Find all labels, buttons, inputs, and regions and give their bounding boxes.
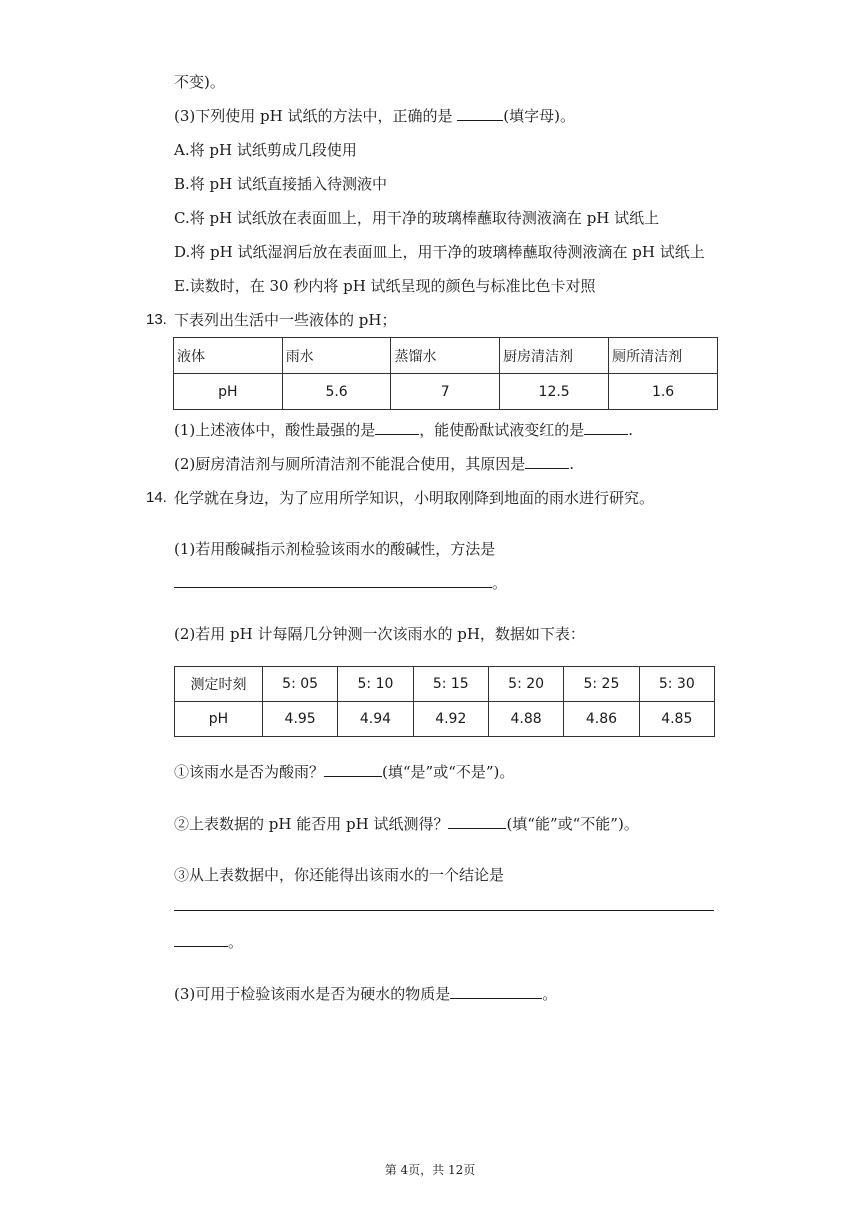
answer-blank[interactable]	[584, 420, 628, 435]
question-stem: 下表列出生活中一些液体的 pH；	[174, 311, 397, 329]
table-cell: pH	[175, 702, 263, 737]
sub-question-3: ③从上表数据中，你还能得出该雨水的一个结论是	[174, 866, 505, 884]
text-segment: (2)厨房清洁剂与厕所清洁剂不能混合使用，其原因是	[174, 455, 526, 473]
answer-blank[interactable]	[324, 762, 382, 777]
question-stem: 化学就在身边，为了应用所学知识，小明取刚降到地面的雨水进行研究。	[174, 489, 655, 507]
question-part-2	[174, 454, 574, 474]
text-segment: (1)上述液体中，酸性最强的是	[174, 421, 376, 439]
sub-question-1	[174, 762, 514, 782]
table-cell: 4.92	[413, 702, 488, 737]
text-segment: ，能使酚酞试液变红的是	[419, 421, 585, 439]
table-cell: 5: 05	[262, 667, 337, 702]
table-cell: 4.94	[338, 702, 413, 737]
option-e: E.读数时，在 30 秒内将 pH 试纸呈现的颜色与标准比色卡对照	[174, 277, 596, 295]
text-segment: .	[628, 421, 634, 439]
text-segment: 。	[492, 574, 508, 592]
table-cell: 12.5	[500, 374, 609, 410]
table-cell: pH	[174, 374, 283, 410]
answer-blank[interactable]	[174, 573, 492, 588]
table-cell: 5: 30	[639, 667, 714, 702]
table-cell: 5: 25	[564, 667, 639, 702]
option-d: D.将 pH 试纸湿润后放在表面皿上，用干净的玻璃棒蘸取待测液滴在 pH 试纸上	[174, 243, 705, 261]
answer-line	[174, 896, 714, 916]
ph-time-table	[174, 666, 715, 737]
table-cell: 厕所清洁剂	[609, 338, 718, 374]
question-number: 13.	[146, 311, 167, 328]
table-cell: 5: 15	[413, 667, 488, 702]
table-cell: 4.95	[262, 702, 337, 737]
question-part-3	[174, 106, 575, 126]
answer-blank[interactable]	[174, 932, 228, 947]
text-segment: (3)可用于检验该雨水是否为硬水的物质是	[174, 985, 451, 1003]
text-segment: 。	[542, 985, 558, 1003]
text-segment: ①该雨水是否为酸雨？	[174, 763, 325, 781]
question-part-1	[174, 420, 633, 440]
answer-line	[174, 573, 507, 593]
table-cell: 5.6	[282, 374, 391, 410]
answer-blank[interactable]	[375, 420, 419, 435]
question-part-3	[174, 984, 557, 1004]
table-cell: 蒸馏水	[391, 338, 500, 374]
text-line: 不变)。	[174, 73, 225, 91]
table-row	[174, 374, 718, 410]
table-header-row	[175, 667, 715, 702]
answer-blank[interactable]	[174, 896, 714, 911]
question-part-1: (1)若用酸碱指示剂检验该雨水的酸碱性，方法是	[174, 540, 496, 558]
table-cell: 雨水	[282, 338, 391, 374]
option-b: B.将 pH 试纸直接插入待测液中	[174, 175, 388, 193]
table-header-row	[174, 338, 718, 374]
question-number: 14.	[146, 489, 167, 506]
table-cell: 测定时刻	[175, 667, 263, 702]
answer-blank[interactable]	[457, 106, 503, 121]
table-cell: 7	[391, 374, 500, 410]
text-segment: (填字母)。	[503, 107, 575, 125]
table-cell: 5: 20	[488, 667, 563, 702]
option-c: C.将 pH 试纸放在表面皿上，用干净的玻璃棒蘸取待测液滴在 pH 试纸上	[174, 209, 660, 227]
table-cell: 4.85	[639, 702, 714, 737]
text-segment: ②上表数据的 pH 能否用 pH 试纸测得？	[174, 815, 449, 833]
text-segment: (3)下列使用 pH 试纸的方法中，正确的是	[174, 107, 458, 125]
answer-blank[interactable]	[450, 984, 542, 999]
question-part-2: (2)若用 pH 计每隔几分钟测一次该雨水的 pH，数据如下表：	[174, 625, 585, 643]
table-cell: 液体	[174, 338, 283, 374]
text-segment: (填“能”或“不能”)。	[506, 815, 639, 833]
text-segment: 。	[228, 933, 244, 951]
table-cell: 4.88	[488, 702, 563, 737]
text-segment: .	[569, 455, 575, 473]
table-row	[175, 702, 715, 737]
page-footer: 第 4页，共 12页	[384, 1163, 476, 1177]
option-a: A.将 pH 试纸剪成几段使用	[174, 141, 357, 159]
ph-liquid-table	[173, 337, 718, 410]
table-cell: 厨房清洁剂	[500, 338, 609, 374]
table-cell: 5: 10	[338, 667, 413, 702]
table-cell: 1.6	[609, 374, 718, 410]
answer-line	[174, 932, 243, 952]
sub-question-2	[174, 814, 639, 834]
answer-blank[interactable]	[525, 454, 569, 469]
table-cell: 4.86	[564, 702, 639, 737]
answer-blank[interactable]	[448, 814, 506, 829]
text-segment: (填“是”或“不是”)。	[382, 763, 515, 781]
